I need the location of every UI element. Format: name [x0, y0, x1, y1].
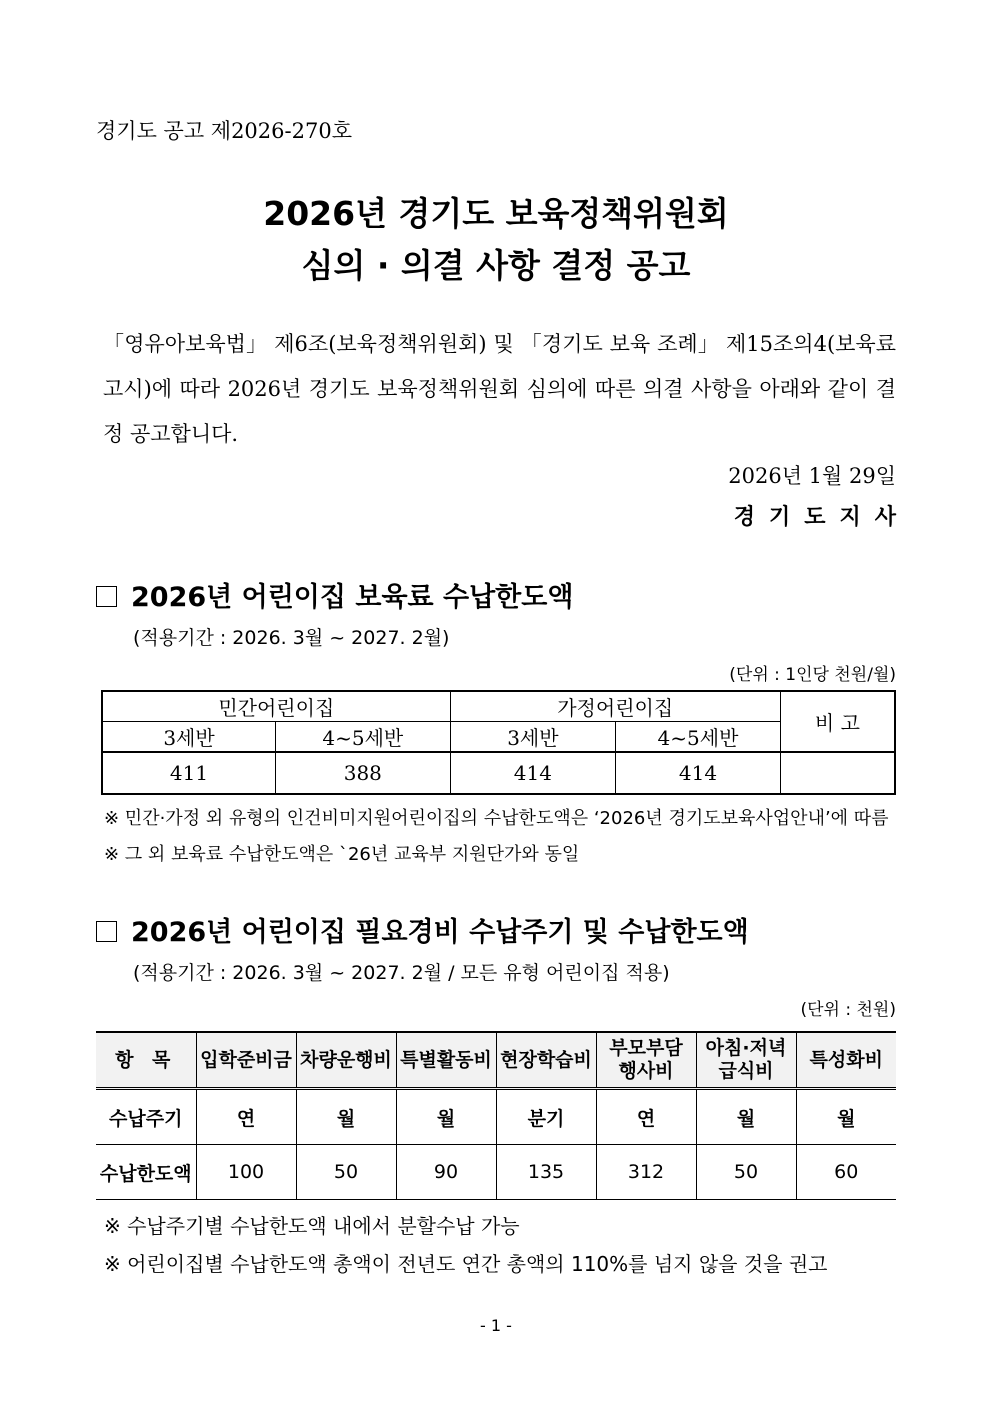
page-title-line1: 2026년 경기도 보육정책위원회 [263, 194, 729, 233]
cost-column-header: 차량운행비 [296, 1032, 396, 1089]
age-header: 3세반 [102, 722, 276, 753]
section1-note: ※ 그 외 보육료 수납한도액은 `26년 교육부 지원단가와 동일 [104, 844, 580, 865]
age-header: 4~5세반 [616, 722, 781, 753]
page-title-line2: 심의 · 의결 사항 결정 공고 [301, 246, 691, 285]
group-header-private: 민간어린이집 [102, 691, 450, 722]
remark-header: 비 고 [780, 691, 895, 752]
page-number: - 1 - [480, 1316, 512, 1335]
cycle-value: 연 [596, 1089, 696, 1145]
cycle-value: 월 [696, 1089, 796, 1145]
limit-value: 135 [496, 1145, 596, 1200]
limit-value: 90 [396, 1145, 496, 1200]
section1-period: (적용기간 : 2026. 3월 ~ 2027. 2월) [133, 627, 450, 649]
cycle-value: 연 [196, 1089, 296, 1145]
notice-number: 경기도 공고 제2026-270호 [96, 119, 352, 143]
section1-heading-text: 2026년 어린이집 보육료 수납한도액 [131, 582, 574, 613]
cycle-value: 월 [796, 1089, 896, 1145]
section2-note: ※ 어린이집별 수납한도액 총액이 전년도 연간 총액의 110%를 넘지 않을 것을 권고 [104, 1252, 828, 1276]
limit-value: 312 [596, 1145, 696, 1200]
section2-unit: (단위 : 천원) [800, 1000, 896, 1020]
section2-heading [96, 910, 749, 949]
item-header: 항 목 [96, 1032, 196, 1089]
section2-period: (적용기간 : 2026. 3월 ~ 2027. 2월 / 모든 유형 어린이집 적용) [133, 962, 670, 984]
signer: 경기도지사 [733, 504, 910, 530]
cost-column-header: 특성화비 [796, 1032, 896, 1089]
row-label-cycle: 수납주기 [96, 1089, 196, 1145]
section1-note: ※ 민간·가정 외 유형의 인건비미지원어린이집의 수납한도액은 ‘2026년 경기도보육사업안내’에 따름 [104, 808, 889, 829]
cost-column-header: 아침·저녁 급식비 [696, 1032, 796, 1089]
remark-value [780, 752, 895, 794]
section1-heading [96, 575, 573, 614]
fee-value: 414 [616, 752, 781, 794]
cost-column-header: 특별활동비 [396, 1032, 496, 1089]
row-label-limit: 수납한도액 [96, 1145, 196, 1200]
checkbox-square-icon [96, 921, 117, 942]
cost-column-header: 부모부담 행사비 [596, 1032, 696, 1089]
limit-value: 60 [796, 1145, 896, 1200]
limit-value: 100 [196, 1145, 296, 1200]
limit-value: 50 [696, 1145, 796, 1200]
cycle-value: 월 [296, 1089, 396, 1145]
fee-value: 411 [102, 752, 276, 794]
age-header: 3세반 [450, 722, 616, 753]
fee-limit-table [101, 690, 896, 795]
necessary-cost-table [96, 1031, 896, 1200]
group-header-home: 가정어린이집 [450, 691, 780, 722]
checkbox-square-icon [96, 586, 117, 607]
section2-note: ※ 수납주기별 수납한도액 내에서 분할수납 가능 [104, 1214, 520, 1238]
fee-value: 388 [276, 752, 451, 794]
cycle-value: 분기 [496, 1089, 596, 1145]
cost-column-header: 현장학습비 [496, 1032, 596, 1089]
notice-date: 2026년 1월 29일 [728, 464, 896, 488]
section2-heading-text: 2026년 어린이집 필요경비 수납주기 및 수납한도액 [131, 917, 749, 948]
age-header: 4~5세반 [276, 722, 451, 753]
limit-value: 50 [296, 1145, 396, 1200]
fee-value: 414 [450, 752, 616, 794]
section1-unit: (단위 : 1인당 천원/월) [729, 665, 896, 685]
intro-paragraph: 「영유아보육법」 제6조(보육정책위원회) 및 「경기도 보육 조례」 제15조의4(보육료 고시)에 따라 2026년 경기도 보육정책위원회 심의에 따른 의결 사항을 아래와 같이 결정 공고합니다. [103, 332, 896, 446]
cost-column-header: 입학준비금 [196, 1032, 296, 1089]
cycle-value: 월 [396, 1089, 496, 1145]
